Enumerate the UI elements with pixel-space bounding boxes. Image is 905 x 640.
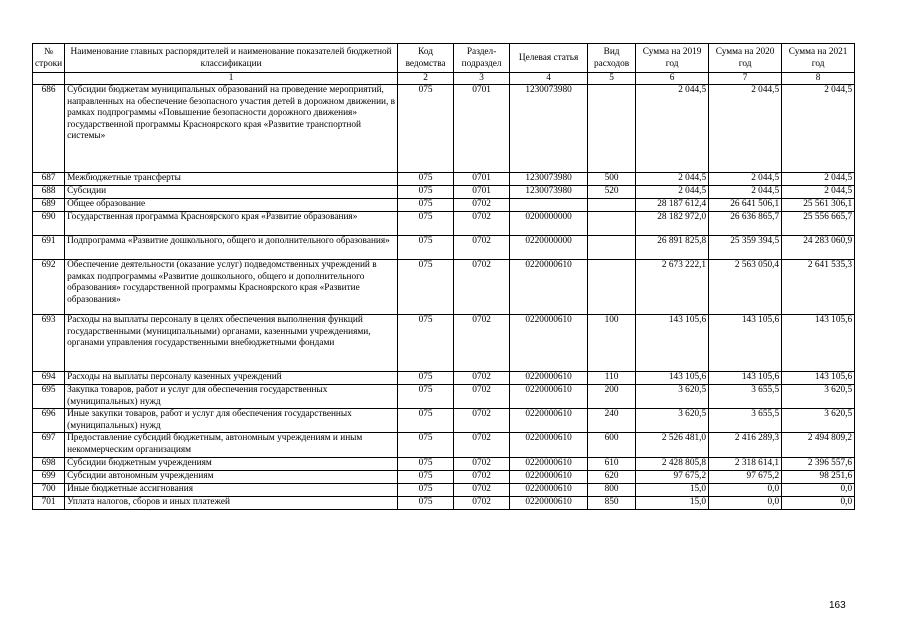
row-target-article: 0220000610 xyxy=(510,470,588,483)
row-target-article: 1230073980 xyxy=(510,186,588,199)
table-body xyxy=(33,85,855,510)
row-section: 0702 xyxy=(454,409,510,433)
row-expense-type xyxy=(588,85,636,173)
column-number xyxy=(33,73,65,85)
row-sum-2021: 24 283 060,9 xyxy=(782,236,855,260)
row-name: Расходы на выплаты персоналу в целях обеспечения выполнения функций государственными (муниципальными) органами, казенными учреждениями, органами управления государственными внебюджетными фондами xyxy=(65,315,398,372)
row-target-article: 0220000610 xyxy=(510,385,588,409)
row-expense-type: 850 xyxy=(588,496,636,509)
row-number: 686 xyxy=(33,85,65,173)
row-department-code: 075 xyxy=(398,385,454,409)
header-sum-2021: Сумма на 2021 год xyxy=(782,44,855,73)
table-row xyxy=(33,85,855,173)
row-sum-2020: 2 563 050,4 xyxy=(709,260,782,315)
row-expense-type xyxy=(588,260,636,315)
row-sum-2020: 97 675,2 xyxy=(709,470,782,483)
row-target-article: 1230073980 xyxy=(510,173,588,186)
row-number: 687 xyxy=(33,173,65,186)
row-expense-type: 200 xyxy=(588,385,636,409)
row-department-code: 075 xyxy=(398,470,454,483)
row-sum-2019: 3 620,5 xyxy=(636,409,709,433)
row-name: Предоставление субсидий бюджетным, автономным учреждениям и иным некоммерческим организациям xyxy=(65,433,398,457)
row-section: 0702 xyxy=(454,433,510,457)
row-department-code: 075 xyxy=(398,496,454,509)
row-number: 700 xyxy=(33,483,65,496)
row-number: 693 xyxy=(33,315,65,372)
row-section: 0701 xyxy=(454,186,510,199)
row-number: 699 xyxy=(33,470,65,483)
row-target-article: 0200000000 xyxy=(510,212,588,236)
row-sum-2020: 2 044,5 xyxy=(709,85,782,173)
row-sum-2020: 2 044,5 xyxy=(709,173,782,186)
row-sum-2021: 98 251,6 xyxy=(782,470,855,483)
table-row xyxy=(33,199,855,212)
row-section: 0702 xyxy=(454,236,510,260)
row-section: 0702 xyxy=(454,212,510,236)
row-sum-2021: 2 044,5 xyxy=(782,186,855,199)
row-name: Государственная программа Красноярского края «Развитие образования» xyxy=(65,212,398,236)
row-number: 696 xyxy=(33,409,65,433)
row-name: Субсидии бюджетным учреждениям xyxy=(65,457,398,470)
header-department-code: Код ведомства xyxy=(398,44,454,73)
row-expense-type: 610 xyxy=(588,457,636,470)
row-sum-2019: 2 673 222,1 xyxy=(636,260,709,315)
row-sum-2021: 2 396 557,6 xyxy=(782,457,855,470)
row-number: 701 xyxy=(33,496,65,509)
row-sum-2019: 97 675,2 xyxy=(636,470,709,483)
row-expense-type: 520 xyxy=(588,186,636,199)
budget-table xyxy=(32,43,855,510)
row-section: 0701 xyxy=(454,85,510,173)
row-target-article: 0220000610 xyxy=(510,409,588,433)
row-sum-2020: 2 318 614,1 xyxy=(709,457,782,470)
header-sum-2020: Сумма на 2020 год xyxy=(709,44,782,73)
row-sum-2021: 143 105,6 xyxy=(782,315,855,372)
row-sum-2019: 2 526 481,0 xyxy=(636,433,709,457)
row-number: 689 xyxy=(33,199,65,212)
row-department-code: 075 xyxy=(398,236,454,260)
row-target-article: 0220000610 xyxy=(510,457,588,470)
row-sum-2019: 2 044,5 xyxy=(636,186,709,199)
row-name: Общее образование xyxy=(65,199,398,212)
table-row xyxy=(33,457,855,470)
row-sum-2019: 143 105,6 xyxy=(636,372,709,385)
row-target-article: 0220000610 xyxy=(510,483,588,496)
row-name: Расходы на выплаты персоналу казенных учреждений xyxy=(65,372,398,385)
row-expense-type: 500 xyxy=(588,173,636,186)
row-sum-2020: 143 105,6 xyxy=(709,372,782,385)
column-number: 8 xyxy=(782,73,855,85)
column-number: 4 xyxy=(510,73,588,85)
table-row xyxy=(33,496,855,509)
row-sum-2020: 2 044,5 xyxy=(709,186,782,199)
row-sum-2019: 2 428 805,8 xyxy=(636,457,709,470)
row-expense-type xyxy=(588,212,636,236)
row-sum-2021: 0,0 xyxy=(782,483,855,496)
row-sum-2021: 3 620,5 xyxy=(782,385,855,409)
row-name: Иные закупки товаров, работ и услуг для обеспечения государственных (муниципальных) нужд xyxy=(65,409,398,433)
row-sum-2019: 2 044,5 xyxy=(636,85,709,173)
row-sum-2021: 143 105,6 xyxy=(782,372,855,385)
row-section: 0702 xyxy=(454,385,510,409)
row-sum-2020: 0,0 xyxy=(709,483,782,496)
row-section: 0702 xyxy=(454,315,510,372)
row-sum-2020: 26 641 506,1 xyxy=(709,199,782,212)
row-department-code: 075 xyxy=(398,372,454,385)
row-department-code: 075 xyxy=(398,483,454,496)
row-number: 692 xyxy=(33,260,65,315)
row-department-code: 075 xyxy=(398,212,454,236)
row-sum-2021: 0,0 xyxy=(782,496,855,509)
row-sum-2019: 28 182 972,0 xyxy=(636,212,709,236)
row-number: 695 xyxy=(33,385,65,409)
header-sum-2019: Сумма на 2019 год xyxy=(636,44,709,73)
row-number: 690 xyxy=(33,212,65,236)
row-expense-type xyxy=(588,236,636,260)
row-department-code: 075 xyxy=(398,409,454,433)
table-row xyxy=(33,186,855,199)
header-row-number: № строки xyxy=(33,44,65,73)
row-sum-2020: 3 655,5 xyxy=(709,409,782,433)
column-number: 2 xyxy=(398,73,454,85)
table-row xyxy=(33,212,855,236)
row-target-article: 0220000610 xyxy=(510,496,588,509)
table-row xyxy=(33,483,855,496)
row-sum-2021: 2 044,5 xyxy=(782,173,855,186)
column-number-row xyxy=(33,73,855,85)
row-target-article: 0220000610 xyxy=(510,260,588,315)
row-sum-2020: 25 359 394,5 xyxy=(709,236,782,260)
row-target-article: 0220000610 xyxy=(510,372,588,385)
row-name: Уплата налогов, сборов и иных платежей xyxy=(65,496,398,509)
row-target-article xyxy=(510,199,588,212)
row-target-article: 1230073980 xyxy=(510,85,588,173)
header-target-article: Целевая статья xyxy=(510,44,588,73)
row-expense-type xyxy=(588,199,636,212)
row-sum-2021: 3 620,5 xyxy=(782,409,855,433)
row-section: 0701 xyxy=(454,173,510,186)
table-row xyxy=(33,385,855,409)
row-section: 0702 xyxy=(454,372,510,385)
row-department-code: 075 xyxy=(398,260,454,315)
row-sum-2019: 15,0 xyxy=(636,483,709,496)
row-sum-2019: 26 891 825,8 xyxy=(636,236,709,260)
row-sum-2020: 0,0 xyxy=(709,496,782,509)
row-name: Иные бюджетные ассигнования xyxy=(65,483,398,496)
row-expense-type: 100 xyxy=(588,315,636,372)
row-section: 0702 xyxy=(454,457,510,470)
row-sum-2020: 3 655,5 xyxy=(709,385,782,409)
row-department-code: 075 xyxy=(398,457,454,470)
row-name: Субсидии xyxy=(65,186,398,199)
table-row xyxy=(33,372,855,385)
row-target-article: 0220000610 xyxy=(510,433,588,457)
row-expense-type: 110 xyxy=(588,372,636,385)
row-section: 0702 xyxy=(454,260,510,315)
row-sum-2020: 26 636 865,7 xyxy=(709,212,782,236)
row-section: 0702 xyxy=(454,483,510,496)
row-target-article: 0220000000 xyxy=(510,236,588,260)
row-sum-2021: 2 494 809,2 xyxy=(782,433,855,457)
row-number: 691 xyxy=(33,236,65,260)
header-row xyxy=(33,44,855,73)
header-name: Наименование главных распорядителей и наименование показателей бюджетной классификации xyxy=(65,44,398,73)
row-sum-2019: 28 187 612,4 xyxy=(636,199,709,212)
row-number: 688 xyxy=(33,186,65,199)
row-expense-type: 620 xyxy=(588,470,636,483)
row-sum-2019: 143 105,6 xyxy=(636,315,709,372)
row-name: Субсидии бюджетам муниципальных образований на проведение мероприятий, направленных на обеспечение безопасного участия детей в дорожном движении, в рамках подпрограммы «Повышение безопасности дорожного движения» государственной программы Красноярского края «Развитие транспортной системы» xyxy=(65,85,398,173)
table-row xyxy=(33,315,855,372)
table-row xyxy=(33,236,855,260)
row-target-article: 0220000610 xyxy=(510,315,588,372)
table-row xyxy=(33,260,855,315)
row-sum-2019: 15,0 xyxy=(636,496,709,509)
table-row xyxy=(33,470,855,483)
row-sum-2020: 2 416 289,3 xyxy=(709,433,782,457)
row-sum-2021: 25 556 665,7 xyxy=(782,212,855,236)
row-sum-2019: 2 044,5 xyxy=(636,173,709,186)
column-number: 5 xyxy=(588,73,636,85)
row-sum-2021: 2 044,5 xyxy=(782,85,855,173)
row-sum-2019: 3 620,5 xyxy=(636,385,709,409)
row-section: 0702 xyxy=(454,496,510,509)
row-number: 697 xyxy=(33,433,65,457)
row-expense-type: 240 xyxy=(588,409,636,433)
row-department-code: 075 xyxy=(398,315,454,372)
row-number: 698 xyxy=(33,457,65,470)
row-name: Субсидии автономным учреждениям xyxy=(65,470,398,483)
row-name: Межбюджетные трансферты xyxy=(65,173,398,186)
header-expense-type: Вид расходов xyxy=(588,44,636,73)
column-number: 7 xyxy=(709,73,782,85)
row-sum-2020: 143 105,6 xyxy=(709,315,782,372)
row-name: Подпрограмма «Развитие дошкольного, общего и дополнительного образования» xyxy=(65,236,398,260)
row-department-code: 075 xyxy=(398,173,454,186)
row-sum-2021: 2 641 535,3 xyxy=(782,260,855,315)
column-number: 1 xyxy=(65,73,398,85)
row-name: Обеспечение деятельности (оказание услуг) подведомственных учреждений в рамках подпрограммы «Развитие дошкольного, общего и дополнительного образования» государственной программы Красноярского края «Развитие образования» xyxy=(65,260,398,315)
row-section: 0702 xyxy=(454,470,510,483)
page-number: 163 xyxy=(829,600,846,611)
row-section: 0702 xyxy=(454,199,510,212)
header-section: Раздел-подраздел xyxy=(454,44,510,73)
column-number: 6 xyxy=(636,73,709,85)
table-row xyxy=(33,173,855,186)
column-number: 3 xyxy=(454,73,510,85)
row-name: Закупка товаров, работ и услуг для обеспечения государственных (муниципальных) нужд xyxy=(65,385,398,409)
row-number: 694 xyxy=(33,372,65,385)
table-row xyxy=(33,409,855,433)
row-department-code: 075 xyxy=(398,199,454,212)
row-expense-type: 800 xyxy=(588,483,636,496)
row-department-code: 075 xyxy=(398,85,454,173)
row-department-code: 075 xyxy=(398,186,454,199)
row-sum-2021: 25 561 306,1 xyxy=(782,199,855,212)
row-department-code: 075 xyxy=(398,433,454,457)
row-expense-type: 600 xyxy=(588,433,636,457)
table-row xyxy=(33,433,855,457)
